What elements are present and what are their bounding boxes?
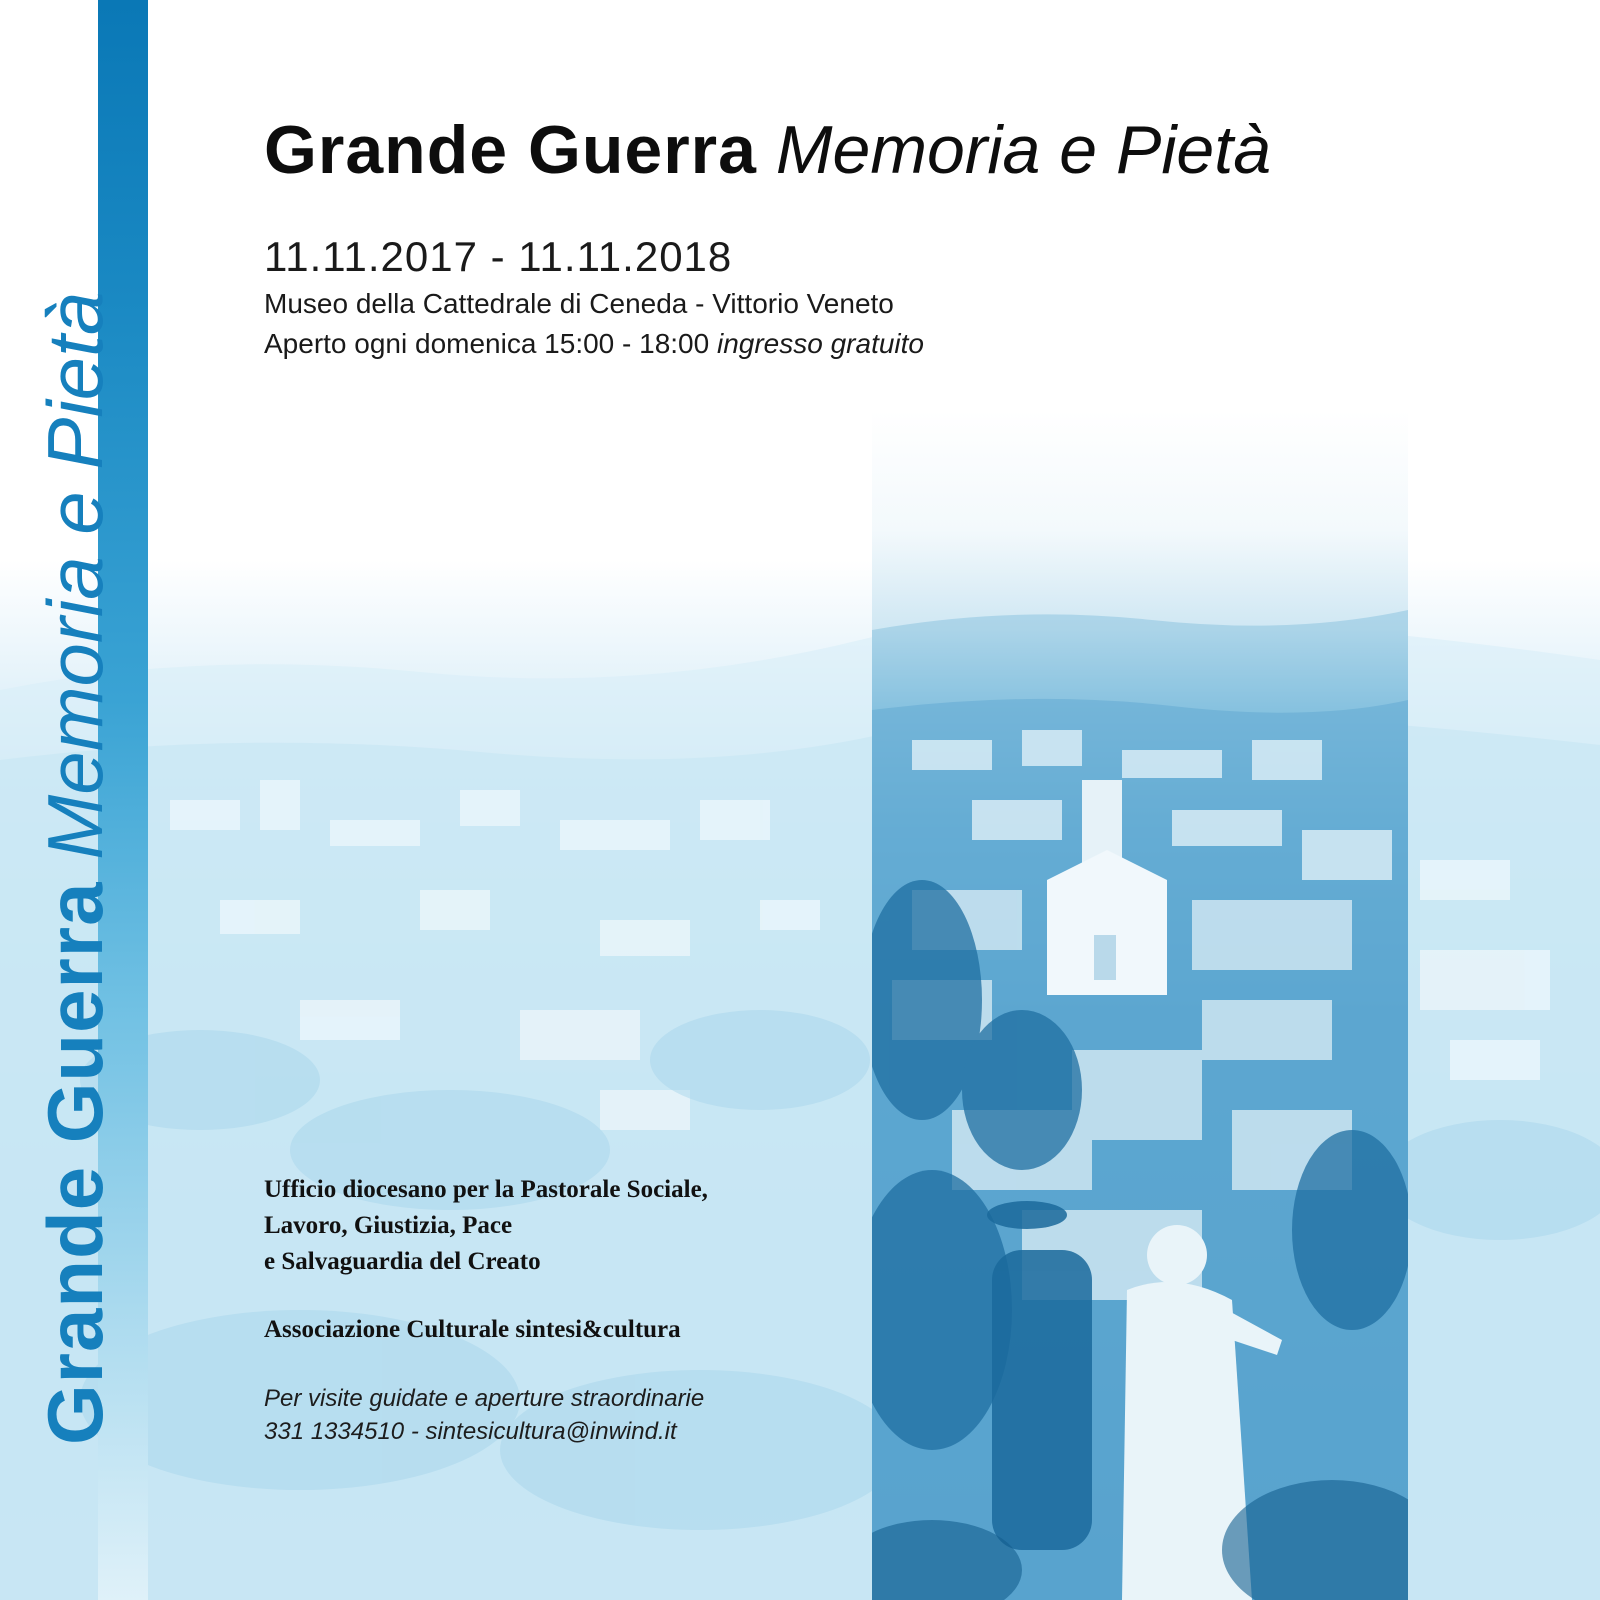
contact-info (264, 1382, 704, 1448)
organizer-association: Associazione Culturale sintesi&cultura (264, 1316, 681, 1343)
contact-phone-email[interactable]: 331 1334510 - sintesicultura@inwind.it (264, 1418, 677, 1445)
opening-hours (264, 326, 924, 362)
exhibition-dates: 11.11.2017 - 11.11.2018 (264, 233, 733, 280)
free-entry-note: ingresso gratuito (716, 328, 924, 359)
vertical-title (31, 291, 119, 1445)
town-photo-illustration (872, 410, 1408, 1600)
vertical-title-bold: Grande Guerra (31, 881, 119, 1445)
photo-panel (872, 410, 1408, 1600)
poster-title (264, 110, 1271, 190)
organizer-office (264, 1172, 708, 1280)
vertical-title-italic: Memoria e Pietà (31, 291, 119, 860)
opening-hours-text: Aperto ogni domenica 15:00 - 18:00 (264, 328, 710, 359)
poster-title-bold: Grande Guerra (264, 112, 757, 188)
organizer-office-line: e Salvaguardia del Creato (264, 1248, 541, 1275)
organizer-office-line: Ufficio diocesano per la Pastorale Sociale, (264, 1176, 708, 1203)
contact-info-text: Per visite guidate e aperture straordinarie (264, 1385, 705, 1412)
poster-title-italic: Memoria e Pietà (775, 112, 1271, 188)
venue-text: Museo della Cattedrale di Ceneda - Vittorio Veneto (264, 288, 894, 319)
organizer-office-line: Lavoro, Giustizia, Pace (264, 1212, 513, 1239)
